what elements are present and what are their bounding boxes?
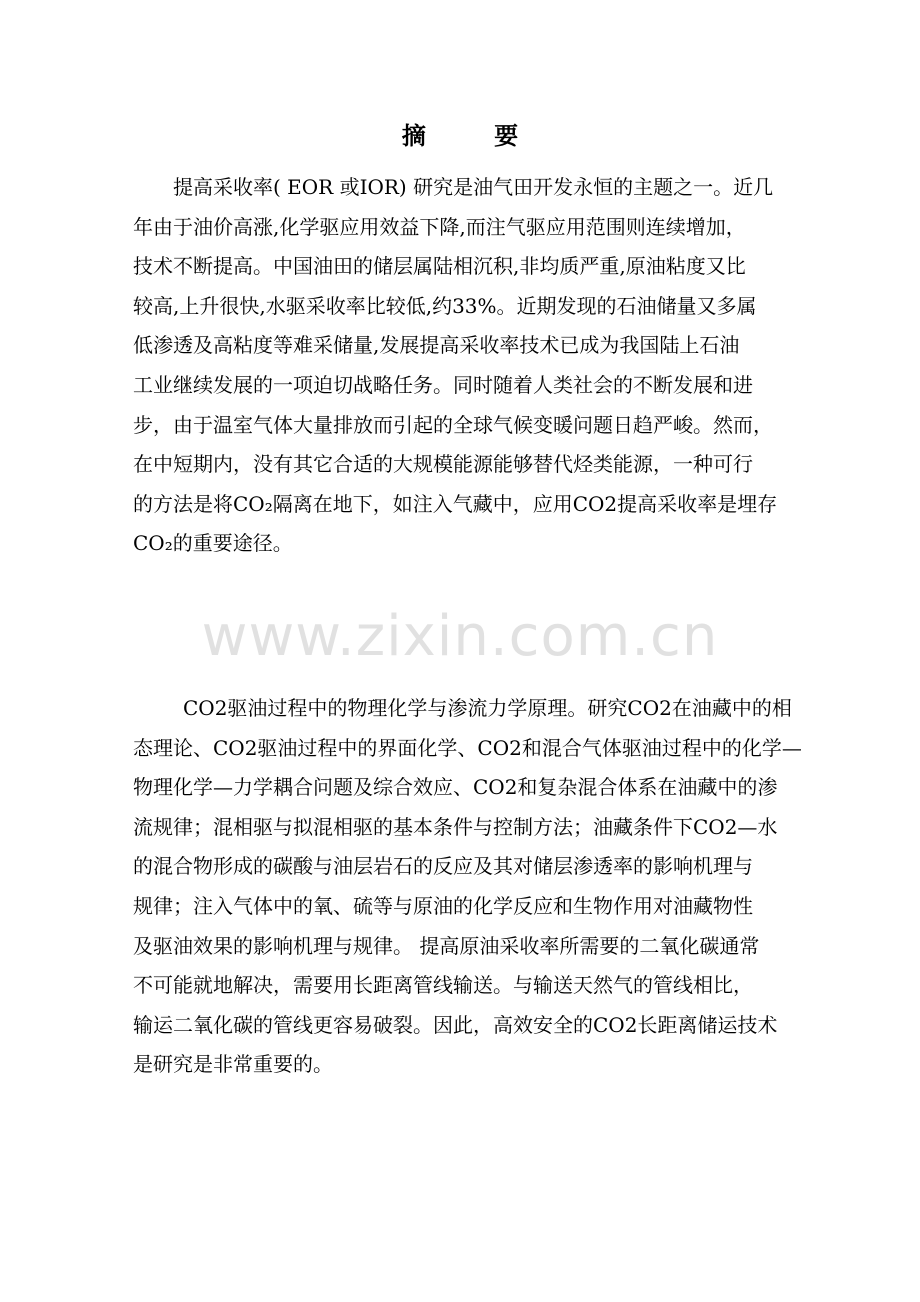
text-line: 不可能就地解决，需要用长距离管线输送。与输送天然气的管线相比， <box>133 973 753 998</box>
text-line: 及驱油效果的影响机理与规律。 提高原油采收率所需要的二氧化碳通常 <box>133 933 760 958</box>
text-line: 在中短期内，没有其它合适的大规模能源能够替代烃类能源，一种可行 <box>133 452 753 477</box>
text-line: 年由于油价高涨,化学驱应用效益下降,而注气驱应用范围则连续增加， <box>133 214 746 239</box>
text-line: 较高,上升很快,水驱采收率比较低,约33%。近期发现的石油储量又多属 <box>133 293 757 318</box>
text-line: 步，由于温室气体大量排放而引起的全球气候变暖问题日趋严峻。然而， <box>133 412 773 437</box>
text-line: 的混合物形成的碳酸与油层岩石的反应及其对储层渗透率的影响机理与 <box>133 854 753 879</box>
watermark-text: www.zixin.com.cn <box>201 604 719 669</box>
text-line: 输运二氧化碳的管线更容易破裂。因此，高效安全的CO2长距离储运技术 <box>133 1012 778 1037</box>
text-line: 低渗透及高粘度等难采储量,发展提高采收率技术已成为我国陆上石油 <box>133 333 740 358</box>
text-line: 物理化学—力学耦合问题及综合效应、CO2和复杂混合体系在油藏中的渗 <box>133 775 778 800</box>
text-line: 规律；注入气体中的氧、硫等与原油的化学反应和生物作用对油藏物性 <box>133 893 753 918</box>
text-line: 流规律；混相驱与拟混相驱的基本条件与控制方法；油藏条件下CO2—水 <box>133 814 778 839</box>
text-line: 技术不断提高。中国油田的储层属陆相沉积,非均质严重,原油粘度又比 <box>133 254 746 279</box>
text-line: CO2驱油过程中的物理化学与渗流力学原理。研究CO2在油藏中的相 <box>183 696 792 720</box>
abstract-paragraph-1 <box>133 168 809 564</box>
text-line: 态理论、CO2驱油过程中的界面化学、CO2和混合气体驱油过程中的化学— <box>133 735 802 760</box>
text-line: 工业继续发展的一项迫切战略任务。同时随着人类社会的不断发展和进 <box>133 372 753 397</box>
text-line: CO₂的重要途径。 <box>133 531 293 556</box>
text-line: 提高采收率( EOR 或IOR) 研究是油气田开发永恒的主题之一。近几 <box>173 175 774 199</box>
abstract-title: 摘 要 <box>401 121 549 150</box>
text-line: 是研究是非常重要的。 <box>133 1052 333 1077</box>
text-line: 的方法是将CO₂隔离在地下，如注入气藏中，应用CO2提高采收率是埋存 <box>133 491 778 516</box>
abstract-paragraph-2 <box>133 689 809 1085</box>
